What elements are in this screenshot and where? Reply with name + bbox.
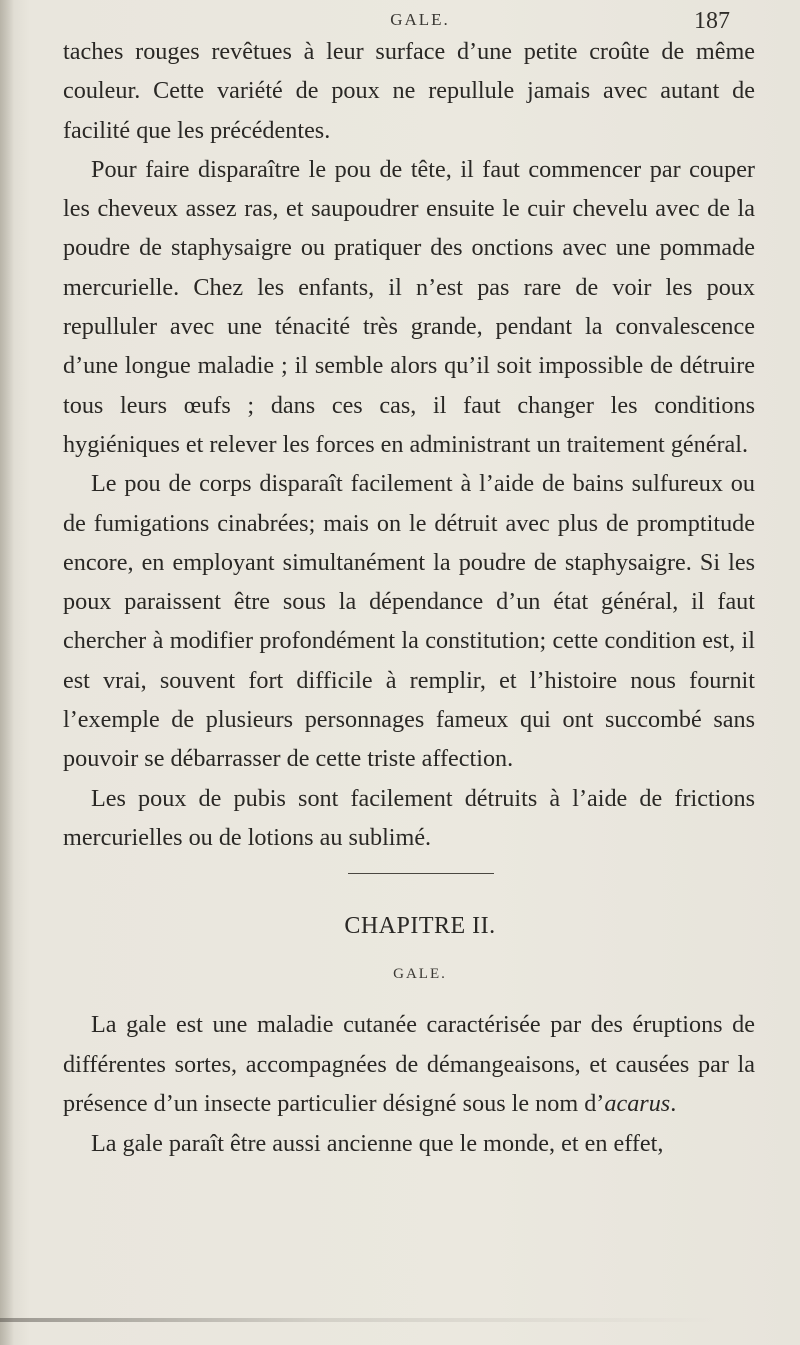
chapter-text xyxy=(63,1005,755,1163)
paragraph-2: Pour faire disparaître le pou de tête, il faut commencer par couper les cheveux assez ras, et saupoudrer ensuite le cuir chevelu avec de la poudre de staphysaigre ou pratiquer des onctions avec une pommade mercurielle. Chez les enfants, il n’est pas rare de voir les poux repulluler avec une ténacité très grande, pendant la convalescence d’une longue maladie ; il semble alors qu’il soit impossible de détruire tous leurs œufs ; dans ces cas, il faut changer les conditions hygiéniques et relever les forces en administrant un traitement général. xyxy=(63,155,755,458)
paragraph-1: taches rouges revêtues à leur surface d’une petite croûte de même couleur. Cette variété de poux ne repullule jamais avec autant de facilité que les précédentes. xyxy=(63,38,755,144)
page-number: 187 xyxy=(694,8,730,34)
chapter-subtitle: GALE. xyxy=(393,966,447,982)
chapter-paragraph-1-italic: acarus xyxy=(604,1090,671,1117)
paragraph-4: Les poux de pubis sont facilement détruits à l’aide de frictions mercurielles ou de lotions au sublimé. xyxy=(63,784,755,851)
section-divider xyxy=(348,873,494,874)
chapter-paragraph-1-end: . xyxy=(670,1090,677,1117)
page-bottom-edge xyxy=(0,1318,800,1322)
chapter-paragraph-1-text: La gale est une maladie cutanée caractérisée par des éruptions de différentes sortes, accompagnées de démangeaisons, et causées par la présence d’un insecte particulier désigné sous le nom d’ xyxy=(63,1011,755,1117)
body-text xyxy=(63,32,755,857)
paragraph-3: Le pou de corps disparaît facilement à l’aide de bains sulfureux ou de fumigations cinabrées; mais on le détruit avec plus de promptitude encore, en employant simultanément la poudre de staphysaigre. Si les poux paraissent être sous la dépendance d’un état général, il faut chercher à modifier profondément la constitution; cette condition est, il est vrai, souvent fort difficile à remplir, et l’histoire nous fournit l’exemple de plusieurs personnages fameux qui ont succombé sans pouvoir se débarrasser de cette triste affection. xyxy=(63,470,755,773)
chapter-title: CHAPITRE II. xyxy=(344,913,496,939)
chapter-paragraph-2: La gale paraît être aussi ancienne que le monde, et en effet, xyxy=(91,1129,664,1157)
chapter-paragraph-1 xyxy=(63,1005,755,1124)
running-title: GALE. xyxy=(390,10,450,29)
binding-shadow xyxy=(0,0,14,1345)
